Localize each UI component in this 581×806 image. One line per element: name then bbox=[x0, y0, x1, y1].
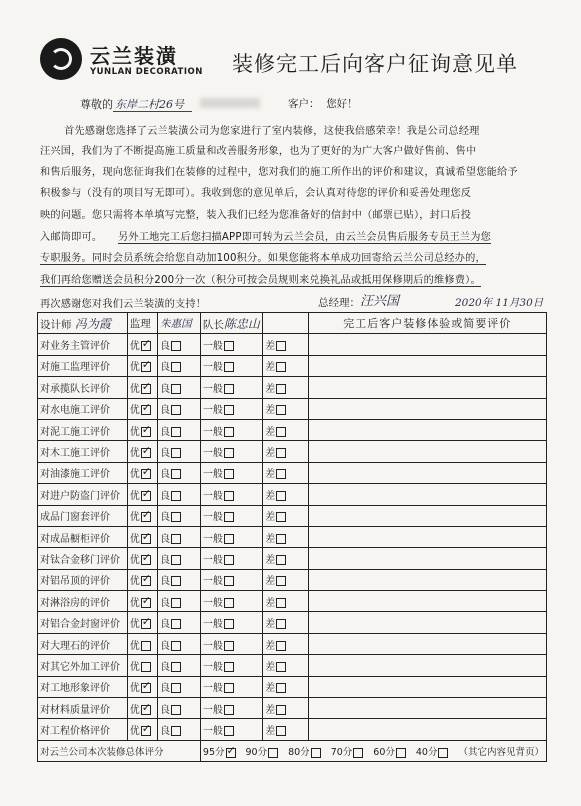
table-row bbox=[38, 719, 547, 740]
grade-option[interactable]: 差 bbox=[263, 548, 308, 569]
grade-option[interactable]: 差 bbox=[263, 591, 308, 612]
grade-checkbox[interactable] bbox=[276, 534, 286, 544]
grade-option[interactable]: 一般 bbox=[200, 484, 262, 505]
table-row bbox=[38, 334, 547, 355]
grade-option[interactable]: 优 bbox=[127, 655, 157, 676]
score-checkbox[interactable] bbox=[396, 748, 406, 758]
grade-checkbox[interactable] bbox=[171, 705, 181, 715]
grade-option[interactable]: 优✓ bbox=[127, 441, 157, 462]
team-leader-cell: 队长陈忠山 bbox=[200, 313, 262, 334]
comment-cell[interactable] bbox=[308, 484, 546, 505]
designer-signature: 冯为霞 bbox=[74, 316, 111, 331]
grade-checkbox[interactable] bbox=[224, 662, 234, 672]
evaluation-rows bbox=[38, 334, 547, 740]
grade-checkbox[interactable] bbox=[171, 341, 181, 351]
grade-option[interactable]: 一般 bbox=[200, 526, 262, 547]
grade-checkbox[interactable] bbox=[171, 641, 181, 651]
grade-option[interactable]: 良 bbox=[158, 591, 201, 612]
table-row bbox=[38, 655, 547, 676]
grade-checkbox[interactable] bbox=[224, 705, 234, 715]
row-label: 对泥工施工评价 bbox=[38, 419, 128, 440]
grade-checkbox[interactable] bbox=[276, 448, 286, 458]
grade-option[interactable]: 差 bbox=[263, 633, 308, 654]
grade-checkbox[interactable] bbox=[224, 341, 234, 351]
row-label: 对淋浴房的评价 bbox=[38, 591, 128, 612]
grade-checkbox[interactable] bbox=[224, 384, 234, 394]
grade-checkbox[interactable] bbox=[141, 683, 151, 693]
score-option[interactable]: 40分 bbox=[416, 747, 449, 758]
grade-option[interactable]: 差 bbox=[263, 612, 308, 633]
table-row bbox=[38, 676, 547, 697]
grade-checkbox[interactable] bbox=[276, 384, 286, 394]
grade-checkbox[interactable] bbox=[276, 683, 286, 693]
grade-option[interactable]: 良 bbox=[158, 419, 201, 440]
comment-header: 完工后客户装修体验或简要评价 bbox=[308, 313, 546, 334]
grade-option[interactable]: 优✓ bbox=[127, 526, 157, 547]
comment-cell[interactable] bbox=[308, 398, 546, 419]
grade-checkbox[interactable] bbox=[276, 405, 286, 415]
body-line: 和售后服务，现向您征询我们在装修的过程中，您对我们的施工所作出的评价和建议，真诚希望您能给予 bbox=[40, 167, 518, 178]
table-row bbox=[38, 633, 547, 654]
grade-option[interactable]: 良 bbox=[158, 719, 201, 740]
grade-option[interactable]: 差 bbox=[263, 377, 308, 398]
body-line: 映的问题。您只需将本单填写完整，装入我们已经为您准备好的信封中（邮票已贴），封口后投 bbox=[40, 210, 472, 221]
grade-checkbox[interactable] bbox=[276, 641, 286, 651]
comment-cell[interactable] bbox=[308, 591, 546, 612]
grade-option[interactable]: 差 bbox=[263, 526, 308, 547]
grade-checkbox[interactable] bbox=[276, 491, 286, 501]
grade-checkbox[interactable] bbox=[141, 341, 151, 351]
grade-checkbox[interactable] bbox=[224, 555, 234, 565]
grade-option[interactable]: 一般 bbox=[200, 441, 262, 462]
row-label: 对油漆施工评价 bbox=[38, 462, 128, 483]
total-score-row bbox=[38, 740, 547, 761]
row-label: 对木工施工评价 bbox=[38, 441, 128, 462]
score-checkbox[interactable] bbox=[268, 748, 278, 758]
table-row bbox=[38, 591, 547, 612]
body-line: 汪兴国，我们为了不断提高施工质量和改善服务形象，也为了更好的为广大客户做好售前、售中 bbox=[40, 146, 477, 157]
row-label: 对工地形象评价 bbox=[38, 676, 128, 697]
grade-option[interactable]: 优✓ bbox=[127, 377, 157, 398]
grade-checkbox[interactable] bbox=[224, 405, 234, 415]
grade-option[interactable]: 优✓ bbox=[127, 419, 157, 440]
grade-checkbox[interactable] bbox=[141, 598, 151, 608]
grade-checkbox[interactable] bbox=[141, 448, 151, 458]
score-option[interactable]: 60分 bbox=[373, 747, 406, 758]
grade-option[interactable]: 良 bbox=[158, 355, 201, 376]
table-row bbox=[38, 398, 547, 419]
grade-option[interactable]: 一般 bbox=[200, 612, 262, 633]
grade-option[interactable]: 良 bbox=[158, 462, 201, 483]
grade-checkbox[interactable] bbox=[141, 362, 151, 372]
grade-checkbox[interactable] bbox=[224, 427, 234, 437]
grade-checkbox[interactable] bbox=[224, 448, 234, 458]
supervisor-signature: 朱惠国 bbox=[158, 313, 201, 334]
grade-checkbox[interactable] bbox=[224, 512, 234, 522]
grade-option[interactable]: 优✓ bbox=[127, 355, 157, 376]
grade-option[interactable]: 一般 bbox=[200, 655, 262, 676]
supervisor-label: 监理 bbox=[127, 313, 157, 334]
grade-option[interactable]: 差 bbox=[263, 484, 308, 505]
comment-cell[interactable] bbox=[308, 676, 546, 697]
comment-cell[interactable] bbox=[308, 612, 546, 633]
grade-checkbox[interactable] bbox=[224, 726, 234, 736]
grade-checkbox[interactable] bbox=[276, 512, 286, 522]
highlight-line: 另外工地完工后您扫描APP即可转为云兰会员，由云兰会员售后服务专员王兰为您 bbox=[118, 232, 492, 243]
table-header-row bbox=[38, 313, 547, 334]
grade-checkbox[interactable] bbox=[171, 469, 181, 479]
comment-cell[interactable] bbox=[308, 633, 546, 654]
evaluation-table bbox=[37, 312, 547, 762]
grade-option[interactable]: 良 bbox=[158, 655, 201, 676]
grade-option[interactable]: 一般 bbox=[200, 633, 262, 654]
grade-option[interactable]: 差 bbox=[263, 419, 308, 440]
document-title: 装修完工后向客户征询意见单 bbox=[232, 52, 518, 76]
grade-checkbox[interactable] bbox=[224, 598, 234, 608]
grade-checkbox[interactable] bbox=[171, 555, 181, 565]
grade-checkbox[interactable] bbox=[224, 576, 234, 586]
grade-checkbox[interactable] bbox=[276, 662, 286, 672]
row-label: 对进户防盗门评价 bbox=[38, 484, 128, 505]
grade-option[interactable]: 一般 bbox=[200, 719, 262, 740]
grade-checkbox[interactable] bbox=[171, 576, 181, 586]
grade-option[interactable]: 良 bbox=[158, 505, 201, 526]
grade-option[interactable]: 差 bbox=[263, 355, 308, 376]
grade-checkbox[interactable] bbox=[171, 491, 181, 501]
grade-checkbox[interactable] bbox=[141, 405, 151, 415]
brand-name-cn: 云兰装潢 bbox=[90, 44, 178, 68]
grade-checkbox[interactable] bbox=[224, 491, 234, 501]
grade-checkbox[interactable] bbox=[276, 576, 286, 586]
grade-checkbox[interactable] bbox=[141, 491, 151, 501]
salutation: 尊敬的 东岸二村26号 bbox=[80, 96, 192, 112]
row-label: 对铝合金封窗评价 bbox=[38, 612, 128, 633]
body-line: 积极参与（没有的项目写无即可）。我收到您的意见单后，会认真对待您的评价和妥善处理您反 bbox=[40, 188, 472, 199]
row-label: 对施工监理评价 bbox=[38, 355, 128, 376]
grade-checkbox[interactable] bbox=[224, 619, 234, 629]
grade-option[interactable]: 一般 bbox=[200, 355, 262, 376]
grade-checkbox[interactable] bbox=[171, 362, 181, 372]
grade-option[interactable]: 优✓ bbox=[127, 548, 157, 569]
grade-option[interactable]: 优✓ bbox=[127, 569, 157, 590]
grade-checkbox[interactable] bbox=[276, 619, 286, 629]
comment-cell[interactable] bbox=[308, 441, 546, 462]
grade-option[interactable]: 良 bbox=[158, 398, 201, 419]
grade-option[interactable]: 一般 bbox=[200, 334, 262, 355]
grade-checkbox[interactable] bbox=[276, 427, 286, 437]
table-row bbox=[38, 698, 547, 719]
grade-option[interactable]: 优✓ bbox=[127, 334, 157, 355]
manager-signature: 汪兴国 bbox=[360, 294, 400, 309]
comment-cell[interactable] bbox=[308, 526, 546, 547]
row-label: 对承揽队长评价 bbox=[38, 377, 128, 398]
grade-option[interactable]: 一般 bbox=[200, 676, 262, 697]
score-option[interactable]: 95分✓ bbox=[203, 747, 236, 758]
table-row bbox=[38, 505, 547, 526]
grade-option[interactable]: 优✓ bbox=[127, 612, 157, 633]
grade-option[interactable]: 一般 bbox=[200, 569, 262, 590]
grade-option[interactable]: 良 bbox=[158, 698, 201, 719]
grade-option[interactable]: 差 bbox=[263, 505, 308, 526]
grade-option[interactable]: 一般 bbox=[200, 377, 262, 398]
table-row bbox=[38, 526, 547, 547]
grade-option[interactable]: 一般 bbox=[200, 591, 262, 612]
comment-cell[interactable] bbox=[308, 505, 546, 526]
grade-checkbox[interactable] bbox=[171, 405, 181, 415]
body-line: 入邮筒即可。 bbox=[40, 232, 103, 243]
grade-checkbox[interactable] bbox=[276, 341, 286, 351]
grade-checkbox[interactable] bbox=[171, 427, 181, 437]
grade-checkbox[interactable] bbox=[276, 362, 286, 372]
date: 2020年 11月30日 bbox=[455, 297, 544, 309]
grade-checkbox[interactable] bbox=[141, 641, 151, 651]
grade-option[interactable]: 优✓ bbox=[127, 698, 157, 719]
grade-checkbox[interactable] bbox=[276, 598, 286, 608]
grade-checkbox[interactable] bbox=[141, 469, 151, 479]
table-row bbox=[38, 462, 547, 483]
grade-option[interactable]: 一般 bbox=[200, 505, 262, 526]
grade-option[interactable]: 良 bbox=[158, 484, 201, 505]
grade-option[interactable]: 一般 bbox=[200, 419, 262, 440]
grade-checkbox[interactable] bbox=[171, 598, 181, 608]
grade-option[interactable]: 优✓ bbox=[127, 505, 157, 526]
table-row bbox=[38, 569, 547, 590]
grade-option[interactable]: 一般 bbox=[200, 548, 262, 569]
table-row bbox=[38, 377, 547, 398]
grade-checkbox[interactable] bbox=[276, 555, 286, 565]
comment-cell[interactable] bbox=[308, 548, 546, 569]
score-checkbox[interactable] bbox=[311, 748, 321, 758]
comment-cell[interactable] bbox=[308, 462, 546, 483]
grade-checkbox[interactable] bbox=[141, 705, 151, 715]
row-label: 对钛合金移门评价 bbox=[38, 548, 128, 569]
grade-checkbox[interactable] bbox=[171, 726, 181, 736]
row-label: 对铝吊顶的评价 bbox=[38, 569, 128, 590]
table-row bbox=[38, 355, 547, 376]
grade-option[interactable]: 一般 bbox=[200, 698, 262, 719]
table-row bbox=[38, 612, 547, 633]
grade-checkbox[interactable] bbox=[141, 576, 151, 586]
table-row bbox=[38, 441, 547, 462]
table-row bbox=[38, 419, 547, 440]
grade-option[interactable]: 优✓ bbox=[127, 719, 157, 740]
grade-option[interactable]: 一般 bbox=[200, 462, 262, 483]
comment-cell[interactable] bbox=[308, 569, 546, 590]
table-row bbox=[38, 484, 547, 505]
closing-line: 再次感谢您对我们云兰装潢的支持！ bbox=[40, 299, 207, 310]
grade-checkbox[interactable] bbox=[224, 469, 234, 479]
grade-checkbox[interactable] bbox=[141, 619, 151, 629]
grade-option[interactable]: 良 bbox=[158, 612, 201, 633]
grade-checkbox[interactable] bbox=[171, 448, 181, 458]
designer-cell: 设计师 冯为霞 bbox=[38, 313, 128, 334]
row-label: 对工程价格评价 bbox=[38, 719, 128, 740]
grade-option[interactable]: 良 bbox=[158, 633, 201, 654]
grade-option[interactable]: 优✓ bbox=[127, 398, 157, 419]
manager-label: 总经理： bbox=[318, 297, 360, 309]
highlight-line-2: 专职服务。同时会员系统会给您自动加100积分。如果您能将本单成功回寄给云兰公司总经办的， bbox=[40, 253, 486, 264]
grade-option[interactable]: 良 bbox=[158, 676, 201, 697]
total-score-label: 对云兰公司本次装修总体评分 bbox=[38, 740, 201, 761]
row-label: 对其它外加工评价 bbox=[38, 655, 128, 676]
comment-cell[interactable] bbox=[308, 698, 546, 719]
row-label: 对大理石的评价 bbox=[38, 633, 128, 654]
comment-cell[interactable] bbox=[308, 377, 546, 398]
grade-option[interactable]: 良 bbox=[158, 569, 201, 590]
table-row bbox=[38, 548, 547, 569]
grade-checkbox[interactable] bbox=[224, 641, 234, 651]
row-label: 对成品橱柜评价 bbox=[38, 526, 128, 547]
grade-checkbox[interactable] bbox=[171, 619, 181, 629]
grade-checkbox[interactable] bbox=[141, 555, 151, 565]
body-line: 首先感谢您选择了云兰装潢公司为您家进行了室内装修，这使我倍感荣幸！我是公司总经理 bbox=[64, 126, 480, 137]
grade-option[interactable]: 差 bbox=[263, 719, 308, 740]
grade-option[interactable]: 良 bbox=[158, 441, 201, 462]
total-score-options bbox=[200, 740, 546, 761]
grade-option[interactable]: 差 bbox=[263, 441, 308, 462]
grade-option[interactable]: 差 bbox=[263, 655, 308, 676]
grade-option[interactable]: 优✓ bbox=[127, 484, 157, 505]
score-option[interactable]: 90分 bbox=[246, 747, 279, 758]
body-line: 我们再给您赠送会员积分200分一次（积分可按会员规则来兑换礼品或抵用保修期后的维修费）。 bbox=[40, 275, 481, 286]
grade-checkbox[interactable] bbox=[171, 662, 181, 672]
comment-cell[interactable] bbox=[308, 355, 546, 376]
grade-checkbox[interactable] bbox=[141, 384, 151, 394]
grade-checkbox[interactable] bbox=[276, 726, 286, 736]
grade-option[interactable]: 优 bbox=[127, 633, 157, 654]
grade-option[interactable]: 一般 bbox=[200, 398, 262, 419]
grade-checkbox[interactable] bbox=[224, 683, 234, 693]
grade-option[interactable]: 优✓ bbox=[127, 676, 157, 697]
grade-checkbox[interactable] bbox=[224, 362, 234, 372]
grade-checkbox[interactable] bbox=[171, 512, 181, 522]
score-checkbox[interactable] bbox=[438, 748, 448, 758]
brand-name-en: YUNLAN DECORATION bbox=[90, 67, 203, 77]
comment-cell[interactable] bbox=[308, 334, 546, 355]
score-option[interactable]: 80分 bbox=[288, 747, 321, 758]
customer-address: 东岸二村26号 bbox=[113, 98, 192, 112]
grade-option[interactable]: 差 bbox=[263, 569, 308, 590]
grade-checkbox[interactable] bbox=[141, 512, 151, 522]
grade-checkbox[interactable] bbox=[276, 705, 286, 715]
grade-checkbox[interactable] bbox=[171, 683, 181, 693]
comment-cell[interactable] bbox=[308, 655, 546, 676]
grade-option[interactable]: 优✓ bbox=[127, 462, 157, 483]
grade-option[interactable]: 优✓ bbox=[127, 591, 157, 612]
grade-option[interactable]: 良 bbox=[158, 334, 201, 355]
grade-checkbox[interactable] bbox=[171, 384, 181, 394]
grade-option[interactable]: 差 bbox=[263, 698, 308, 719]
score-checkbox[interactable] bbox=[353, 748, 363, 758]
grade-option[interactable]: 良 bbox=[158, 548, 201, 569]
grade-option[interactable]: 差 bbox=[263, 334, 308, 355]
row-label: 对材料质量评价 bbox=[38, 698, 128, 719]
score-checkbox[interactable] bbox=[226, 748, 236, 758]
row-label: 对水电施工评价 bbox=[38, 398, 128, 419]
grade-checkbox[interactable] bbox=[141, 662, 151, 672]
grade-checkbox[interactable] bbox=[224, 534, 234, 544]
grade-option[interactable]: 良 bbox=[158, 526, 201, 547]
total-note: （其它内容见背页） bbox=[458, 747, 544, 758]
grade-option[interactable]: 差 bbox=[263, 462, 308, 483]
grade-checkbox[interactable] bbox=[141, 726, 151, 736]
redacted-name bbox=[200, 98, 260, 108]
grade-checkbox[interactable] bbox=[141, 534, 151, 544]
grade-option[interactable]: 良 bbox=[158, 377, 201, 398]
grade-checkbox[interactable] bbox=[171, 534, 181, 544]
grade-option[interactable]: 差 bbox=[263, 398, 308, 419]
row-label: 成品门窗套评价 bbox=[38, 505, 128, 526]
comment-cell[interactable] bbox=[308, 419, 546, 440]
grade-checkbox[interactable] bbox=[276, 469, 286, 479]
customer-greeting: 客户： 您好！ bbox=[288, 98, 358, 110]
company-logo-icon bbox=[40, 38, 82, 80]
score-option[interactable]: 70分 bbox=[331, 747, 364, 758]
comment-cell[interactable] bbox=[308, 719, 546, 740]
grade-option[interactable]: 差 bbox=[263, 676, 308, 697]
team-leader-signature: 陈忠山 bbox=[223, 316, 260, 331]
row-label: 对业务主管评价 bbox=[38, 334, 128, 355]
grade-checkbox[interactable] bbox=[141, 427, 151, 437]
